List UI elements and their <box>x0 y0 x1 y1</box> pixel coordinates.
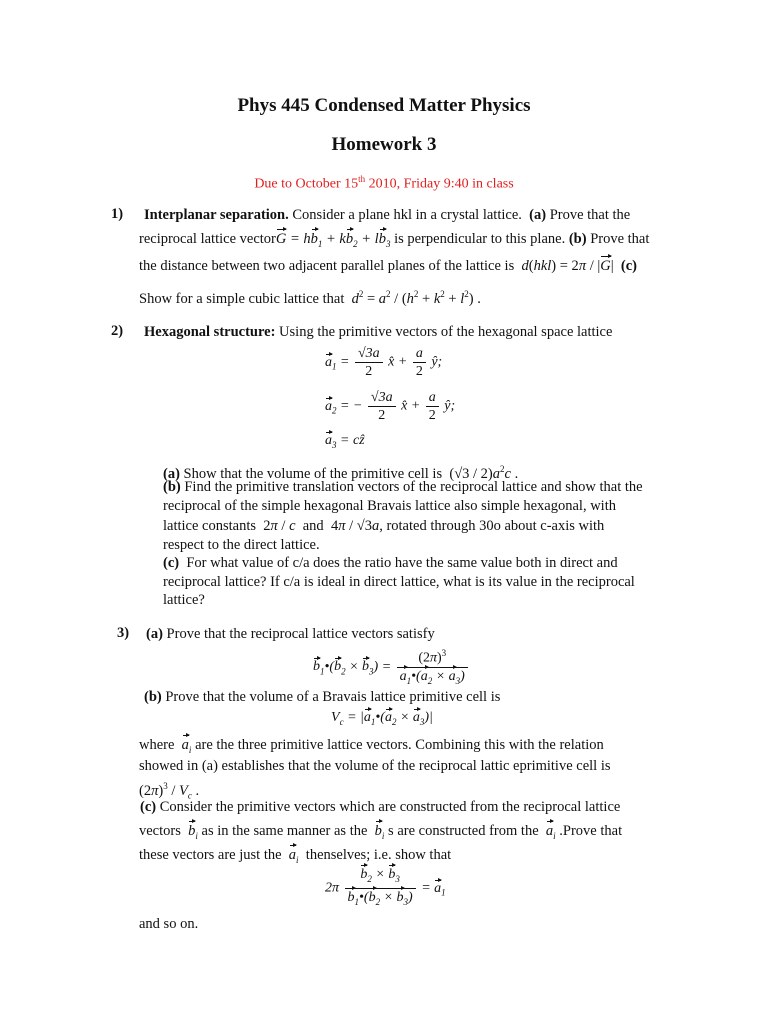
problem-3-reciprocal-volume: $(2\pi)^3 / V_c$ . <box>139 781 200 801</box>
problem-3-where-line: where $a_i$ are the three primitive lattice vectors. Combining this with the relation <box>139 737 604 755</box>
equation-b1-triple-product: $b_1•(b_2 \times b_3)$ = $\frac{(2\pi)^3}{a_1•(a_2 \times a_3)}$ <box>313 645 470 689</box>
problem-1-line-1: Interplanar separation. Consider a plane hkl in a crystal lattice. (a) Prove that the <box>144 207 631 223</box>
problem-3-closing: and so on. <box>139 916 199 932</box>
problem-1-number: 1) <box>111 206 124 222</box>
problem-2-part-b-line-4: respect to the direct lattice. <box>163 537 320 553</box>
due-date: Due to October 15th 2010, Friday 9:40 in class <box>254 174 514 192</box>
problem-3-showed-line: showed in (a) establishes that the volume of the reciprocal lattic eprimitive cell is <box>139 758 611 774</box>
problem-3-part-c-line-2: vectors $b_i$ as in the same manner as the $b_i$ s are constructed from the $a_i$ .Prove that <box>139 823 623 841</box>
equation-a3: $a_3$ = cẑ <box>325 433 365 450</box>
problem-1-line-4: Show for a simple cubic lattice that $d^2 = a^2 / (h^2 + k^2 + l^2)$ . <box>139 289 481 307</box>
equation-cell-volume: $V_c$ = $|a_1•(a_2 \times a_3)|$ <box>331 710 433 727</box>
problem-2-number: 2) <box>111 323 124 339</box>
problem-2-part-b-line-1: (b) Find the primitive translation vectors of the reciprocal lattice and show that the <box>163 479 643 495</box>
problem-2-part-b-line-2: reciprocal of the simple hexagonal Bravais lattice also simple hexagonal, with <box>163 498 616 514</box>
problem-2-part-c-line-2: reciprocal lattice? If c/a is ideal in direct lattice, what is its value in the reciprocal <box>163 574 635 590</box>
course-title: Phys 445 Condensed Matter Physics <box>237 95 531 116</box>
homework-title: Homework 3 <box>331 134 437 155</box>
problem-1-line-2: reciprocal lattice vectorG = $hb_1 + kb_2 + lb_3$ is perpendicular to this plane. (b) Prove that <box>139 231 650 249</box>
problem-1-line-3: the distance between two adjacent parallel planes of the lattice is d(hkl) = 2π / |G| (c) <box>139 258 637 274</box>
problem-3-part-c-line-3: these vectors are just the $a_i$ thenselves; i.e. show that <box>139 847 452 865</box>
equation-a1: $a_1$ = $\frac{√3a}{2}$ x̂ + $\frac{a}{2}$ ŷ; <box>325 346 443 379</box>
problem-2-part-c-line-3: lattice? <box>163 592 205 608</box>
problem-3-part-c-line-1: (c) Consider the primitive vectors which are constructed from the reciprocal lattice <box>140 799 621 815</box>
problem-2-part-c-line-1: (c) For what value of c/a does the ratio have the same value both in direct and <box>163 555 618 571</box>
problem-3-number: 3) <box>117 625 130 641</box>
problem-2-part-b-line-3: lattice constants 2π / c and 4π / √3a, rotated through 30o about c-axis with <box>163 518 605 534</box>
equation-a2: $a_2$ = − $\frac{√3a}{2}$ x̂ + $\frac{a}{2}$ ŷ; <box>325 390 456 423</box>
problem-3-part-b: (b) Prove that the volume of a Bravais lattice primitive cell is <box>144 689 501 705</box>
problem-2-part-a: (a) Show that the volume of the primitive cell is $(√3 / 2)a^2c$ . <box>163 464 519 482</box>
equation-inverse-relation: 2π $\frac{b_2 \times b_3}{b_1•(b_2 \times b_3)}$ = $a_1$ <box>325 867 446 907</box>
problem-3-part-a: (a) Prove that the reciprocal lattice vectors satisfy <box>146 626 435 642</box>
problem-2-intro: Hexagonal structure: Using the primitive vectors of the hexagonal space lattice <box>144 324 613 340</box>
